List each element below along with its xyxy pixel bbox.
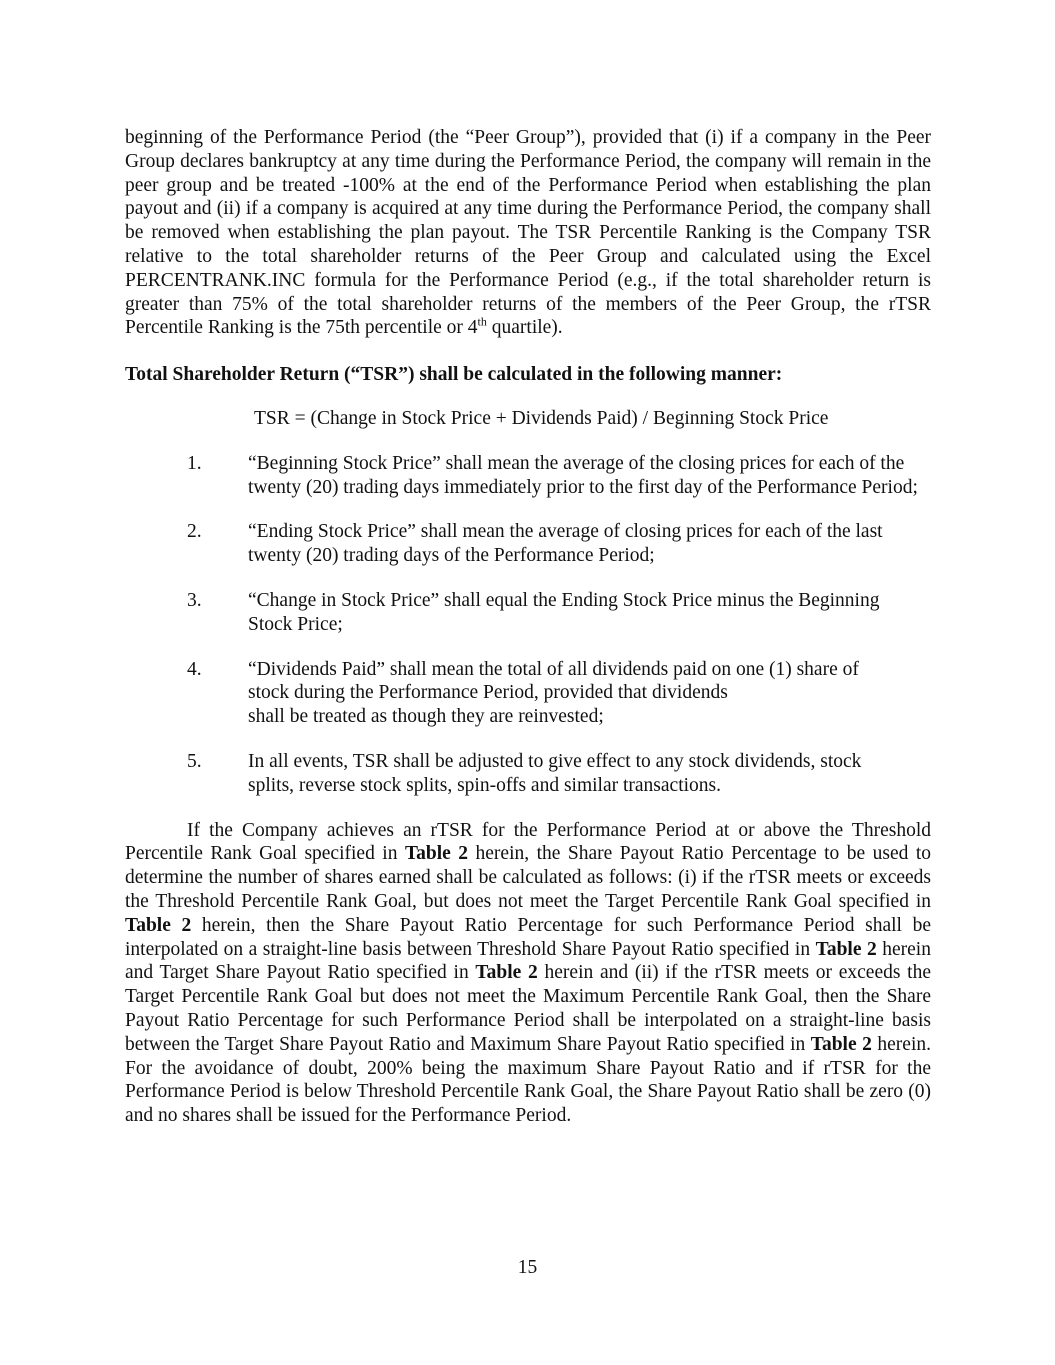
table-reference: Table 2 <box>404 843 469 865</box>
closing-text: herein, the Share Payout Ratio Percentage to be used to determine the number of shares earned shall be calculated as follows: (i) if the rTSR meets or exceeds the Threshold Percentile Rank Goal, but does not meet the Target Percentile Rank Goal specified in <box>125 843 931 912</box>
list-item <box>125 589 928 637</box>
list-item-text: “Beginning Stock Price” shall mean the average of the closing prices for each of the twenty (20) trading days immediately prior to the first day of the Performance Period; <box>248 452 918 498</box>
closing-text: If the Company achieves an rTSR for the Performance Period at or above the Threshold Percentile Rank Goal specified in <box>125 819 931 865</box>
page-number: 15 <box>517 1257 538 1278</box>
document-body <box>125 126 931 1128</box>
list-item-text: “Ending Stock Price” shall mean the average of closing prices for each of the last twenty (20) trading days of the Performance Period; <box>248 521 883 567</box>
list-item <box>125 750 928 798</box>
table-reference: Table 2 <box>810 1033 872 1055</box>
intro-text: beginning of the Performance Period (the “Peer Group”), provided that (i) if a company in the Peer Group declares bankruptcy at any time during the Performance Period, the company will remain in the peer group and be treated -100% at the end of the Performance Period when establishing the plan payout and (ii) if a company is acquired at any time during the Performance Period, the company shall be removed when establishing the plan payout. The TSR Percentile Ranking is the Company TSR relative to the total shareholder returns of the Peer Group and calculated using the Excel PERCENTRANK.INC formula for the Performance Period (e.g., if the total shareholder return is greater than 75% of the total shareholder returns of the members of the Peer Group, the rTSR Percentile Ranking is the 75th percentile or 4 <box>125 127 931 339</box>
intro-paragraph <box>125 126 931 340</box>
closing-text: herein, then the Share Payout Ratio Percentage for such Performance Period shall be interpolated on a straight-line basis between Threshold Share Payout Ratio specified in <box>125 914 931 960</box>
closing-text: herein. For the avoidance of doubt, 200% being the maximum Share Payout Ratio and if rTSR for the Performance Period is below Threshold Percentile Rank Goal, the Share Payout Ratio shall be zero (0) and no shares shall be issued for the Performance Period. <box>125 1033 931 1127</box>
list-item-text: “Change in Stock Price” shall equal the Ending Stock Price minus the Beginning Stock Price; <box>248 589 880 635</box>
list-item-number: 4. <box>187 658 202 680</box>
closing-text: herein and Target Share Payout Ratio specified in <box>125 938 931 984</box>
list-item-number: 3. <box>187 589 202 611</box>
list-item <box>125 452 928 500</box>
list-item-text: “Dividends Paid” shall mean the total of all dividends paid on one (1) share of stock during the Performance Period, provided that dividends shall be treated as though they are reinvested; <box>248 658 859 728</box>
list-item-number: 5. <box>187 750 202 772</box>
table-reference: Table 2 <box>815 938 877 960</box>
list-item-text: In all events, TSR shall be adjusted to give effect to any stock dividends, stock splits, reverse stock splits, spin-offs and similar transactions. <box>248 750 862 796</box>
tsr-heading: Total Shareholder Return (“TSR”) shall be calculated in the following manner: <box>125 364 783 386</box>
ordinal-superscript: th <box>477 314 487 329</box>
list-item <box>125 658 928 729</box>
definitions-list <box>125 452 931 798</box>
list-item-number: 1. <box>187 452 202 474</box>
list-item <box>125 520 928 568</box>
closing-paragraph <box>125 819 931 1128</box>
closing-text: herein and (ii) if the rTSR meets or exceeds the Target Percentile Rank Goal but does not meet the Maximum Percentile Rank Goal, then the Share Payout Ratio Percentage for such Performance Period shall be interpolated on a straight-line basis between the Target Share Payout Ratio and Maximum Share Payout Ratio specified in <box>125 962 932 1055</box>
intro-text-end: quartile). <box>486 317 563 339</box>
tsr-formula: TSR = (Change in Stock Price + Dividends Paid) / Beginning Stock Price <box>254 407 829 429</box>
list-item-number: 2. <box>187 521 202 543</box>
table-reference: Table 2 <box>125 914 192 936</box>
table-reference: Table 2 <box>475 962 538 984</box>
